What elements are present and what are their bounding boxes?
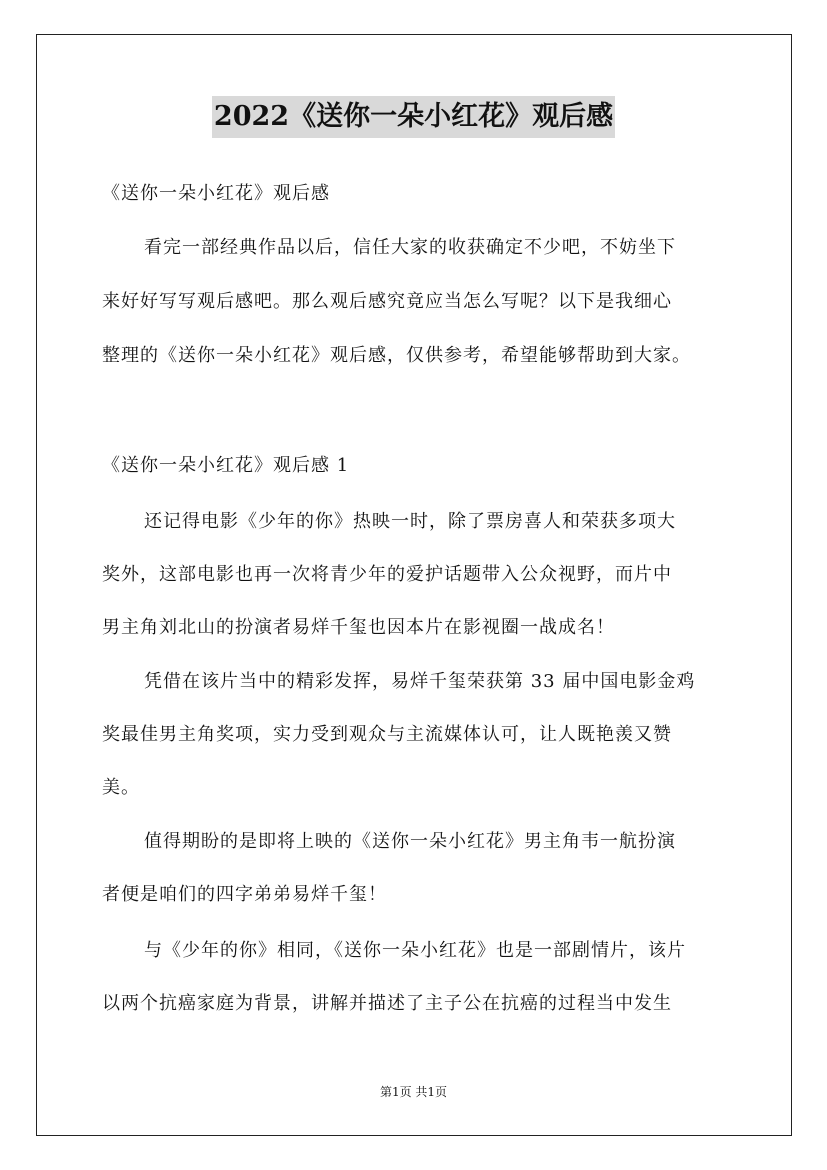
paragraph-line: 整理的《送你一朵小红花》观后感，仅供参考，希望能够帮助到大家。 <box>102 345 691 366</box>
paragraph-line: 奖最佳男主角奖项，实力受到观众与主流媒体认可，让人既艳羡又赞 <box>102 724 672 745</box>
paragraph-line: 还记得电影《少年的你》热映一时，除了票房喜人和荣获多项大 <box>144 511 676 532</box>
paragraph-line: 值得期盼的是即将上映的《送你一朵小红花》男主角韦一航扮演 <box>144 831 676 852</box>
paragraph-line: 者便是咱们的四字弟弟易烊千玺！ <box>102 884 387 905</box>
document-title: 2022《送你一朵小红花》观后感 <box>212 96 615 138</box>
paragraph-line: 来好好写写观后感吧。那么观后感究竟应当怎么写呢？以下是我细心 <box>102 291 672 312</box>
paragraph-line: 凭借在该片当中的精彩发挥，易烊千玺荣获第 33 届中国电影金鸡 <box>144 671 696 692</box>
paragraph-line: 看完一部经典作品以后，信任大家的收获确定不少吧，不妨坐下 <box>144 237 676 258</box>
section-heading: 《送你一朵小红花》观后感 1 <box>102 455 350 476</box>
paragraph-line: 奖外，这部电影也再一次将青少年的爱护话题带入公众视野，而片中 <box>102 564 672 585</box>
paragraph-line: 与《少年的你》相同，《送你一朵小红花》也是一部剧情片，该片 <box>144 940 686 961</box>
paragraph-line: 以两个抗癌家庭为背景，讲解并描述了主子公在抗癌的过程当中发生 <box>102 993 672 1014</box>
paragraph-line: 男主角刘北山的扮演者易烊千玺也因本片在影视圈一战成名！ <box>102 617 615 638</box>
title-container <box>0 96 827 138</box>
paragraph-line: 美。 <box>102 777 140 798</box>
page-number: 第1页 共1页 <box>379 1085 448 1099</box>
subtitle: 《送你一朵小红花》观后感 <box>102 183 330 204</box>
